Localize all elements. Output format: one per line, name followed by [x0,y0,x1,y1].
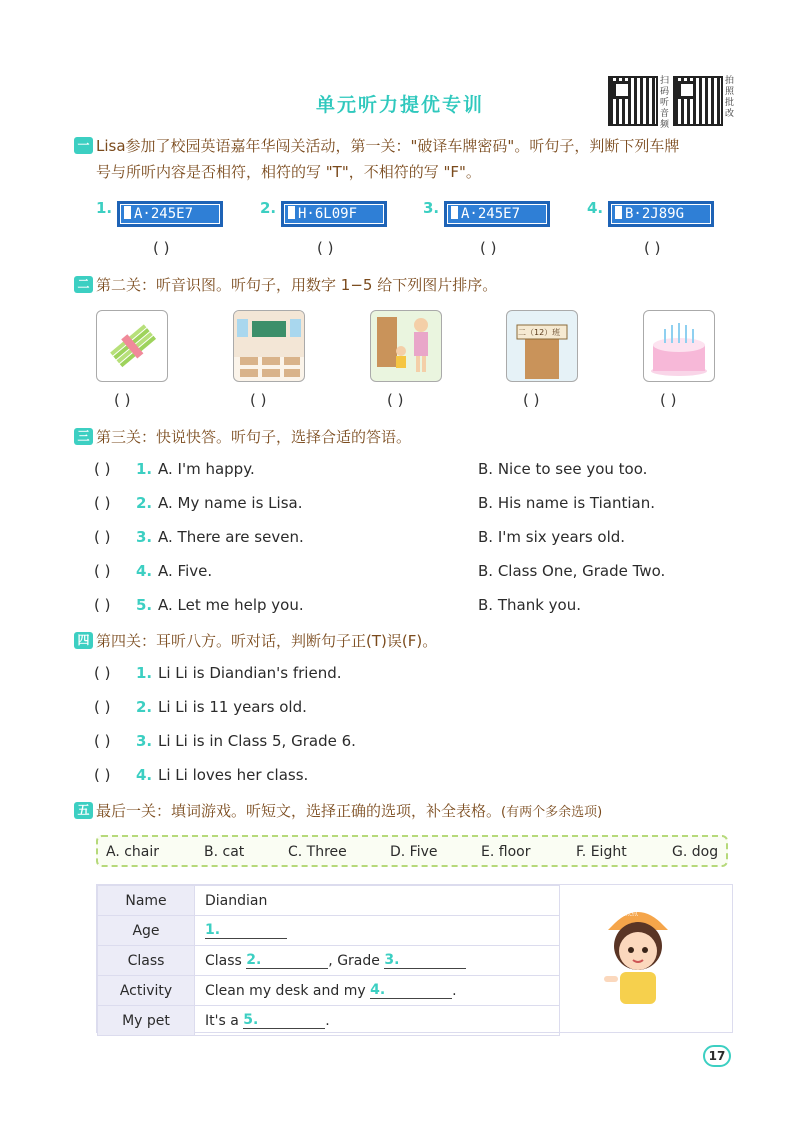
qr-audio-label: 扫码听音频 [660,76,670,130]
qr-grading-label: 拍照批改 [725,76,735,119]
s3-qnum-5: 5. [136,596,153,614]
s3-option-b-5: B. Thank you. [478,596,581,614]
page-number: 17 [703,1045,731,1067]
table-row [98,946,560,976]
s3-qnum-4: 4. [136,562,153,580]
plate-3-text: A·245E7 [461,206,521,222]
s4-paren-1[interactable]: ( ) [94,664,111,682]
label-activity: Activity [98,976,195,1006]
s3-option-b-4: B. Class One, Grade Two. [478,562,666,580]
option-a: A. chair [106,844,160,860]
section5-instruction-text: 最后一关：填词游戏。听短文，选择正确的选项，补全表格。 [96,802,502,820]
option-d: D. Five [390,844,438,860]
s3-paren-3[interactable]: ( ) [94,528,111,546]
plate-3-number: 3. [423,199,440,217]
info-table [97,885,560,1036]
s4-statement-1: Li Li is Diandian's friend. [158,664,342,682]
plate-4-number: 4. [587,199,604,217]
s3-paren-4[interactable]: ( ) [94,562,111,580]
s4-qnum-4: 4. [136,766,153,784]
section1-line1: Lisa参加了校园英语嘉年华闯关活动，第一关："破译车牌密码"。听句子，判断下列车牌 [96,137,680,155]
answer-paren-s1-1[interactable]: ( ) [153,239,170,257]
section1-line2: 号与所听内容是否相符，相符的写 "T"，不相符的写 "F"。 [96,163,481,181]
blank-2[interactable]: 2. [246,952,328,969]
picture-classroom [233,310,305,382]
table-row [98,886,560,916]
page-title: 单元听力提优专训 [315,94,484,116]
section5-number: 五 [74,802,93,819]
qr-code-audio-icon[interactable] [608,76,658,126]
s4-qnum-1: 1. [136,664,153,682]
section4-instruction: 第四关：耳听八方。听对话，判断句子正(T)误(F)。 [96,632,438,650]
word-options-box [96,835,728,867]
value-pet [195,1006,560,1036]
picture-teacher-and-student [370,310,442,382]
answer-paren-s1-2[interactable]: ( ) [317,239,334,257]
teacher-student-icon [371,311,441,381]
plate-1-text: A·245E7 [134,206,194,222]
door-sign-icon [507,311,577,381]
s4-qnum-2: 2. [136,698,153,716]
plate-2-number: 2. [260,199,277,217]
option-b: B. cat [204,844,245,860]
plate-1-number: 1. [96,199,113,217]
table-row [98,916,560,946]
section3-number: 三 [74,428,93,445]
value-activity [195,976,560,1006]
s3-qnum-2: 2. [136,494,153,512]
cake-icon [644,311,714,381]
option-c: C. Three [288,844,347,860]
s4-qnum-3: 3. [136,732,153,750]
s3-option-a-4: A. Five. [158,562,213,580]
cap-text: 点点 [624,909,638,917]
license-plate-3 [444,201,550,227]
section3-instruction: 第三关：快说快答。听句子，选择合适的答语。 [96,428,412,446]
picture-birthday-cake [643,310,715,382]
activity-prefix: Clean my desk and my [205,983,371,999]
label-class: Class [98,946,195,976]
qr-code-grading-icon[interactable] [673,76,723,126]
answer-paren-s1-4[interactable]: ( ) [644,239,661,257]
plate-2-text: H·6L09F [298,206,358,222]
option-e: E. floor [481,844,531,860]
picture-class-sign [506,310,578,382]
answer-paren-s2-3[interactable]: ( ) [387,391,404,409]
s3-option-a-3: A. There are seven. [158,528,304,546]
s3-qnum-3: 3. [136,528,153,546]
blank-4[interactable]: 4. [370,982,452,999]
option-g: G. dog [672,844,719,860]
s4-statement-3: Li Li is in Class 5, Grade 6. [158,732,356,750]
value-name: Diandian [195,886,560,916]
option-f: F. Eight [576,844,627,860]
pet-prefix: It's a [205,1013,244,1029]
answer-paren-s1-3[interactable]: ( ) [480,239,497,257]
pet-suffix: . [325,1013,330,1029]
grade-prefix: , Grade [328,953,385,969]
s3-paren-1[interactable]: ( ) [94,460,111,478]
s3-qnum-1: 1. [136,460,153,478]
label-pet: My pet [98,1006,195,1036]
s3-option-a-1: A. I'm happy. [158,460,255,478]
section2-number: 二 [74,276,93,293]
s4-paren-4[interactable]: ( ) [94,766,111,784]
answer-paren-s2-4[interactable]: ( ) [523,391,540,409]
s3-option-b-1: B. Nice to see you too. [478,460,648,478]
s4-statement-4: Li Li loves her class. [158,766,309,784]
license-plate-1 [117,201,223,227]
s3-option-a-2: A. My name is Lisa. [158,494,303,512]
section5-note: (有两个多余选项) [501,805,603,820]
label-age: Age [98,916,195,946]
blank-3[interactable]: 3. [384,952,466,969]
answer-paren-s2-2[interactable]: ( ) [250,391,267,409]
section1-number: 一 [74,137,93,154]
value-age [195,916,560,946]
section5-instruction [96,798,602,826]
class-sign-text: 二（12）班 [518,328,561,337]
s4-paren-2[interactable]: ( ) [94,698,111,716]
s3-option-b-3: B. I'm six years old. [478,528,626,546]
s3-option-a-5: A. Let me help you. [158,596,304,614]
waving-boy-icon [598,896,678,1016]
label-name: Name [98,886,195,916]
answer-paren-s2-5[interactable]: ( ) [660,391,677,409]
plate-4-text: B·2J89G [625,206,685,222]
blank-1[interactable]: 1. [205,922,287,939]
s4-paren-3[interactable]: ( ) [94,732,111,750]
table-row [98,976,560,1006]
activity-suffix: . [452,983,457,999]
section1-instruction [96,133,746,185]
classroom-icon [234,311,304,381]
section4-number: 四 [74,632,93,649]
picture-pencils [96,310,168,382]
s3-paren-2[interactable]: ( ) [94,494,111,512]
s3-paren-5[interactable]: ( ) [94,596,111,614]
blank-5[interactable]: 5. [243,1012,325,1029]
boy-illustration [598,896,678,1016]
table-row [98,1006,560,1036]
answer-paren-s2-1[interactable]: ( ) [114,391,131,409]
class-prefix: Class [205,953,247,969]
s4-statement-2: Li Li is 11 years old. [158,698,307,716]
pencils-icon [97,311,167,381]
value-class [195,946,560,976]
section2-instruction: 第二关：听音识图。听句子，用数字 1−5 给下列图片排序。 [96,276,498,294]
license-plate-4 [608,201,714,227]
license-plate-2 [281,201,387,227]
s3-option-b-2: B. His name is Tiantian. [478,494,655,512]
